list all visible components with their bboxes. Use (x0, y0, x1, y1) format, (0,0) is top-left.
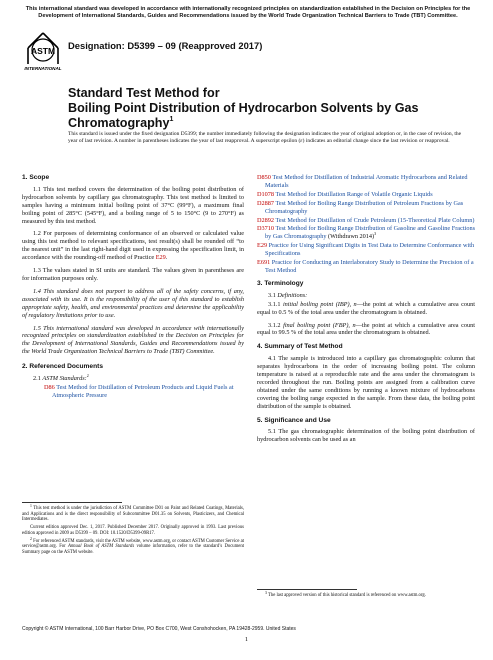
copyright-line: Copyright © ASTM International, 100 Barr Harbor Drive, PO Box C700, West Conshohocken, PA 19428-2959. United States (22, 626, 296, 632)
reference-item (257, 191, 475, 199)
reference-item: D3710 Test Method for Boiling Range Distribution of Gasoline and Gasoline Fractions by Gas Chromatography (Withdrawn 2014)$^3$ (257, 225, 475, 241)
reference-list-right (257, 174, 475, 275)
ref-title[interactable]: Test Method for Distillation of Industrial Aromatic Hydrocarbons and Related Materials (265, 174, 468, 189)
footnote-divider (22, 502, 122, 503)
section-summary-heading: 4. Summary of Test Method (257, 343, 343, 351)
para-1-5: 1.5 This international standard was developed in accordance with internationally recognized principles on standardization established in the Decision on Principles for the Development of International Standards, Guides and Recommendations issued by the World Trade Organization Technical Barriers to Trade (TBT) Committee. (22, 324, 244, 356)
title-line-2: Boiling Point Distribution of Hydrocarbon Solvents by Gas Chromatography$^1$ (68, 101, 419, 130)
ref-code[interactable]: D1078 (257, 190, 275, 198)
reference-item (44, 384, 244, 400)
para-3-1-1: 3.1.1 initial boiling point (IBP), n—the point at which a cumulative area count equal to 0.5 % of the total area under the chromatogram is obtained. (257, 300, 475, 316)
para-3-1-2: 3.1.2 final boiling point (FBP), n—the point at which a cumulative area count equal to 99.5 % of the total area under the chromatogram is obtained. (257, 321, 475, 337)
page-number: 1 (244, 636, 249, 643)
ref-link-e29[interactable]: E29 (155, 254, 166, 262)
para-3-1: 3.1 Definitions: (268, 291, 308, 299)
ref-title[interactable]: Test Method for Boiling Range Distribution of Gasoline and Gasoline Fractions by Gas Chromatography (265, 225, 475, 241)
footnote-3: $^3$ The last approved version of this historical standard is referenced on www.astm.org. (265, 591, 426, 598)
reference-item (257, 259, 475, 275)
section-significance-heading: 5. Significance and Use (257, 416, 331, 424)
astm-logo-icon (22, 30, 64, 74)
footnote-1: $^1$ This test method is under the jurisdiction of ASTM Committee D01 on Paint and Related Coatings, Materials, and Applications and is the direct responsibility of Subcommittee D01.35 on Solvents, Plasticizers, and Chemical Intermediates. (22, 504, 244, 523)
section-referenced-docs-heading: 2. Referenced Documents (22, 363, 103, 371)
ref-title[interactable]: Test Method for Distillation Range of Volatile Organic Liquids (274, 190, 433, 198)
para-5-1: 5.1 The gas chromatographic determination of the boiling point distribution of hydrocarbon solvents can be used as an (257, 428, 475, 444)
footnote-1b: Current edition approved Dec. 1, 2017. Published December 2017. Originally approved in 1993. Last previous edition approved in 2009 as D5399 – 09. DOI: 10.1520/D5399-09R17. (22, 525, 244, 536)
para-1-4: 1.4 This standard does not purport to address all of the safety concerns, if any, associated with its use. It is the responsibility of the user of this standard to establish appropriate safety, health, and environmental practices and determine the applicability of regulatory limitations prior to use. (22, 287, 244, 319)
para-1-1: 1.1 This test method covers the determination of the boiling point distribution of hydrocarbon solvents by capillary gas chromatography. This test method is limited to samples having a minimum initial boiling point of 37°C (99°F), a maximum final boiling point of 285°C (545°F), and a boiling range of 5 to 150°C (9 to 270°F) as measured by this test method. (22, 185, 244, 225)
ref-code[interactable]: D3710 (257, 225, 275, 233)
title-footnote-mark: 1 (169, 116, 174, 123)
reference-item (257, 217, 475, 225)
reference-list-left (22, 384, 244, 400)
ref-title[interactable]: Test Method for Distillation of Crude Petroleum (15-Theoretical Plate Column) (274, 216, 475, 224)
designation: Designation: D5399 – 09 (Reapproved 2017) (68, 40, 263, 51)
ref-title[interactable]: Test Method for Boiling Range Distribution of Petroleum Fractions by Gas Chromatography (265, 199, 464, 215)
logo-wordmark: INTERNATIONAL (24, 66, 62, 71)
footnotes-right (257, 593, 475, 601)
wto-notice: This international standard was developed in accordance with internationally recognized principles on standardization established in the Decision on Principles for the Development of International Standards, Guides and Recommendations issued by the World Trade Organization Technical Barriers to Trade (TBT) Committee. (25, 6, 471, 19)
para-4-1: 4.1 The sample is introduced into a capillary gas chromatographic column that separates hydrocarbons in the order of increasing boiling point. The column temperature is raised at a reproducible rate and the area under the chromatogram is recorded throughout the run. Boiling points are assigned from a calibration curve obtained under the same conditions by running a known mixture of hydrocarbons covering the boiling range expected in the sample. From these data, the boiling point distribution of the sample is obtained. (257, 355, 475, 410)
document-title (68, 86, 468, 131)
section-terminology-heading: 3. Terminology (257, 279, 304, 287)
ref-title[interactable]: Practice for Using Significant Digits in Test Data to Determine Conformance with Specifications (265, 242, 475, 258)
footnotes-left (22, 506, 244, 558)
left-column (22, 174, 244, 401)
ref-code[interactable]: E691 (257, 259, 271, 267)
right-column (257, 174, 475, 449)
ref-code[interactable]: D850 (257, 174, 271, 181)
footnote-divider (257, 589, 357, 590)
reference-item (257, 242, 475, 258)
ref-code[interactable]: D2887 (257, 199, 275, 207)
ref-title[interactable]: Practice for Conducting an Interlaboratory Study to Determine the Precision of a Test Method (265, 259, 474, 274)
ref-code[interactable]: D2892 (257, 216, 275, 224)
svg-text:ASTM: ASTM (30, 46, 56, 56)
title-line-1: Standard Test Method for (68, 86, 220, 100)
reference-item (257, 174, 475, 190)
section-scope-heading: 1. Scope (22, 174, 50, 181)
ref-code[interactable]: E29 (257, 242, 268, 250)
para-1-3: 1.3 The values stated in SI units are standard. The values given in parentheses are for information purposes only. (22, 267, 244, 282)
para-2-1: 2.1 ASTM Standards:$^2$ (33, 373, 89, 383)
issuance-note: This standard is issued under the fixed designation D5399; the number immediately following the designation indicates the year of original adoption or, in the case of revision, the year of last revision. A number in parentheses indicates the year of last reapproval. A superscript epsilon (ε) indicates an editorial change since the last revision or reapproval. (68, 131, 462, 144)
ref-title[interactable]: Test Method for Distillation of Petroleum Products and Liquid Fuels at Atmospheric Pressure (52, 383, 234, 399)
para-1-2: 1.2 For purposes of determining conformance of an observed or calculated value using this test method to relevant specifications, test result(s) shall be rounded off “to the nearest unit” in the last right-hand digit used in expressing the specification limit, in accordance with the rounding-off method of Practice E29. (22, 230, 244, 262)
reference-item (257, 200, 475, 216)
footnote-2: $^2$ For referenced ASTM standards, visit the ASTM website, www.astm.org, or contact ASTM Customer Service at service@astm.org. For Annual Book of ASTM Standards volume information, refer to the standard’s Document Summary page on the ASTM website. (22, 536, 244, 555)
ref-code[interactable]: D86 (44, 383, 55, 391)
